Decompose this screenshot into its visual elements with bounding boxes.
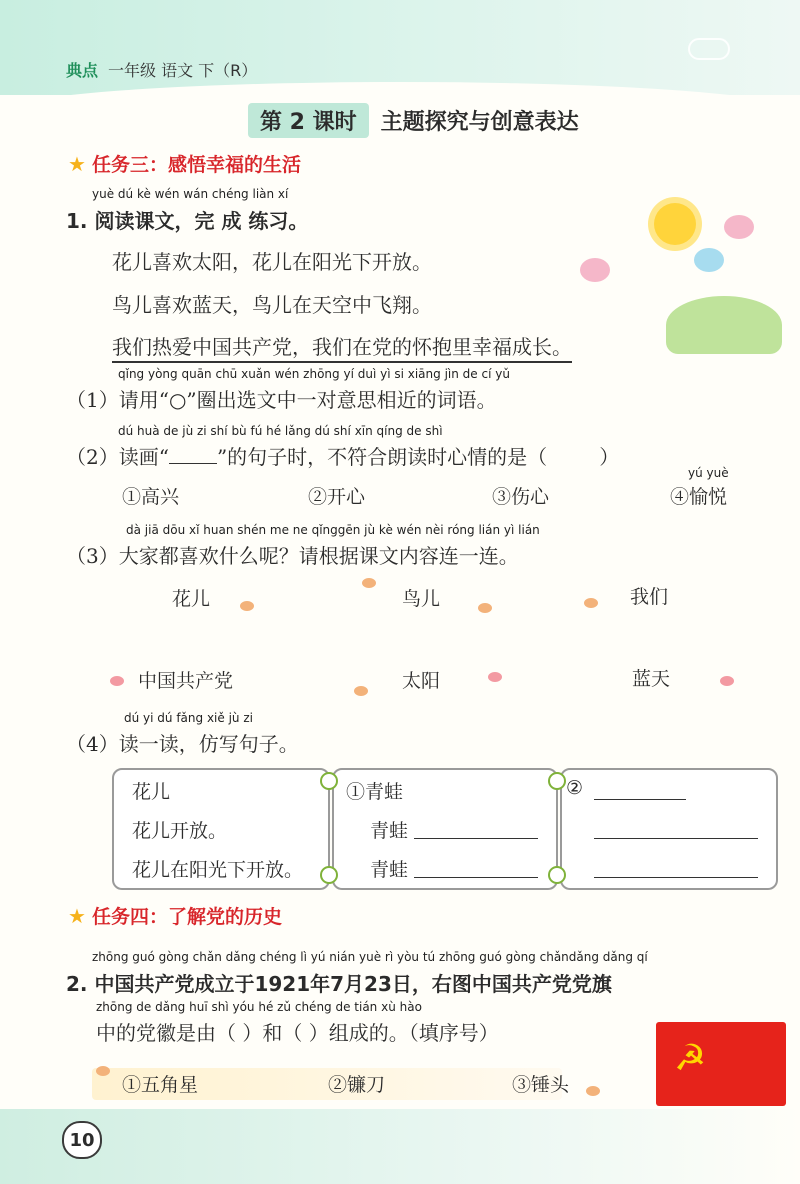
example-line-1: 花儿: [132, 781, 171, 803]
match-bottom-word[interactable]: 中国共产党: [138, 670, 234, 692]
option-4[interactable]: ④愉悦: [670, 486, 728, 508]
imitate2-label: ②: [566, 777, 584, 799]
question-2-line-1: [66, 968, 612, 997]
match-bottom-word[interactable]: 蓝天: [632, 668, 671, 690]
passage-line-3: [112, 331, 572, 360]
sub-question-4: （4）读一读，仿写句子。: [66, 732, 299, 756]
pinyin: qǐng yòng quān chū xuǎn wén zhōng yí duì yì si xiāng jìn de cí yǔ: [118, 367, 510, 381]
party-flag-image: [656, 1022, 786, 1106]
match-top-word[interactable]: 鸟儿: [402, 588, 441, 610]
option-3[interactable]: ③锤头: [512, 1074, 570, 1096]
answer-line[interactable]: [594, 799, 686, 800]
pinyin: dú huà de jù zi shí bù fú hé lǎng dú shí xīn qíng de shì: [118, 424, 443, 438]
flower-icon: [478, 603, 492, 613]
star-icon: [586, 1086, 600, 1096]
imitate-line-1: ①青蛙: [346, 781, 404, 803]
bush-illustration: [666, 296, 782, 354]
pinyin: yuè dú kè wén wán chéng liàn xí: [92, 187, 289, 201]
pinyin: dà jiā dōu xǐ huan shén me ne qǐnggēn jù kè wén nèi róng lián yì lián: [126, 523, 540, 537]
passage-line-1: 花儿喜欢太阳，花儿在阳光下开放。: [112, 250, 432, 274]
option-2[interactable]: ②镰刀: [328, 1074, 386, 1096]
flower-icon: [354, 686, 368, 696]
option-3[interactable]: ③伤心: [492, 486, 550, 508]
sub-question-1: （1）请用“○”圈出选文中一对意思相近的词语。: [66, 388, 497, 412]
star-icon: [96, 1066, 110, 1076]
flower-icon: [720, 676, 734, 686]
lesson-badge: 第 2 课时: [248, 103, 369, 138]
question-2-line-2: 中的党徽是由（ ）和（ ）组成的。（填序号）: [96, 1021, 499, 1045]
underline-sample: [169, 447, 217, 464]
flower-icon: [362, 578, 376, 588]
flower-icon: [488, 672, 502, 682]
answer-line[interactable]: [414, 877, 538, 878]
example-line-3: 花儿在阳光下开放。: [132, 859, 304, 881]
flower-icon: [110, 676, 124, 686]
footer-band: [0, 1109, 800, 1184]
passage-line-2: 鸟儿喜欢蓝天，鸟儿在天空中飞翔。: [112, 293, 432, 317]
example-line-2: 花儿开放。: [132, 820, 228, 842]
bird-illustration: [724, 215, 754, 239]
binder-ring-icon: [548, 866, 566, 884]
sub-question-2-part-b: ”的句子时，不符合朗读时心情的是（: [216, 445, 548, 469]
sub-question-3: （3）大家都喜欢什么呢？请根据课文内容连一连。: [66, 544, 519, 568]
lesson-title: [248, 103, 579, 137]
answer-line[interactable]: [594, 877, 758, 878]
hammer-sickle-icon: ☭: [674, 1038, 707, 1079]
question-2-text: 2. 中国共产党成立于1921年7月23日，右图中国共产党党旗: [66, 972, 612, 996]
sun-illustration: [654, 203, 696, 245]
pinyin: zhōng de dǎng huī shì yóu hé zǔ chéng de tián xù hào: [96, 1000, 422, 1014]
match-top-word[interactable]: 我们: [630, 586, 669, 608]
task3-heading: [68, 150, 301, 177]
star-icon: ★: [68, 151, 86, 176]
option-1[interactable]: ①五角星: [122, 1074, 199, 1096]
page-number: 10: [62, 1121, 102, 1159]
bird-illustration: [694, 248, 724, 272]
flower-icon: [240, 601, 254, 611]
underlined-sentence: 我们热爱中国共产党，我们在党的怀抱里幸福成长。: [112, 335, 572, 363]
question-1-label: 1. 阅读课文，完 成 练习。: [66, 209, 309, 233]
option-2[interactable]: ②开心: [308, 486, 366, 508]
answer-line[interactable]: [594, 838, 758, 839]
imitate-line-2: 青蛙: [370, 820, 409, 842]
task4-title: 任务四：了解党的历史: [91, 906, 282, 928]
imitate-panel-2: [560, 768, 778, 890]
bird-illustration: [580, 258, 610, 282]
pinyin: zhōng guó gòng chǎn dǎng chéng lì yú nián yuè rì yòu tú zhōng guó gòng chǎndǎng dǎng qí: [92, 950, 648, 964]
flower-icon: [584, 598, 598, 608]
option-1[interactable]: ①高兴: [122, 486, 180, 508]
match-top-word[interactable]: 花儿: [172, 588, 211, 610]
binder-ring-icon: [320, 866, 338, 884]
binder-ring-icon: [548, 772, 566, 790]
pinyin: yú yuè: [688, 466, 729, 480]
answer-line[interactable]: [414, 838, 538, 839]
cloud-icon: [688, 38, 730, 60]
sub-question-2: [66, 441, 619, 470]
sub-question-2-part-a: （2）读画“: [66, 445, 169, 469]
task4-heading: [68, 902, 282, 929]
lesson-name: 主题探究与创意表达: [380, 109, 579, 135]
star-icon: ★: [68, 903, 86, 928]
match-bottom-word[interactable]: 太阳: [402, 670, 441, 692]
task3-title: 任务三：感悟幸福的生活: [91, 154, 301, 176]
imitate-line-3: 青蛙: [370, 859, 409, 881]
publisher-logo: 典点: [66, 61, 99, 80]
pinyin: dú yi dú fǎng xiě jù zi: [124, 711, 253, 725]
binder-ring-icon: [320, 772, 338, 790]
book-title: 一年级 语文 下（R）: [108, 61, 258, 80]
sub-question-2-part-c: ）: [599, 445, 620, 469]
